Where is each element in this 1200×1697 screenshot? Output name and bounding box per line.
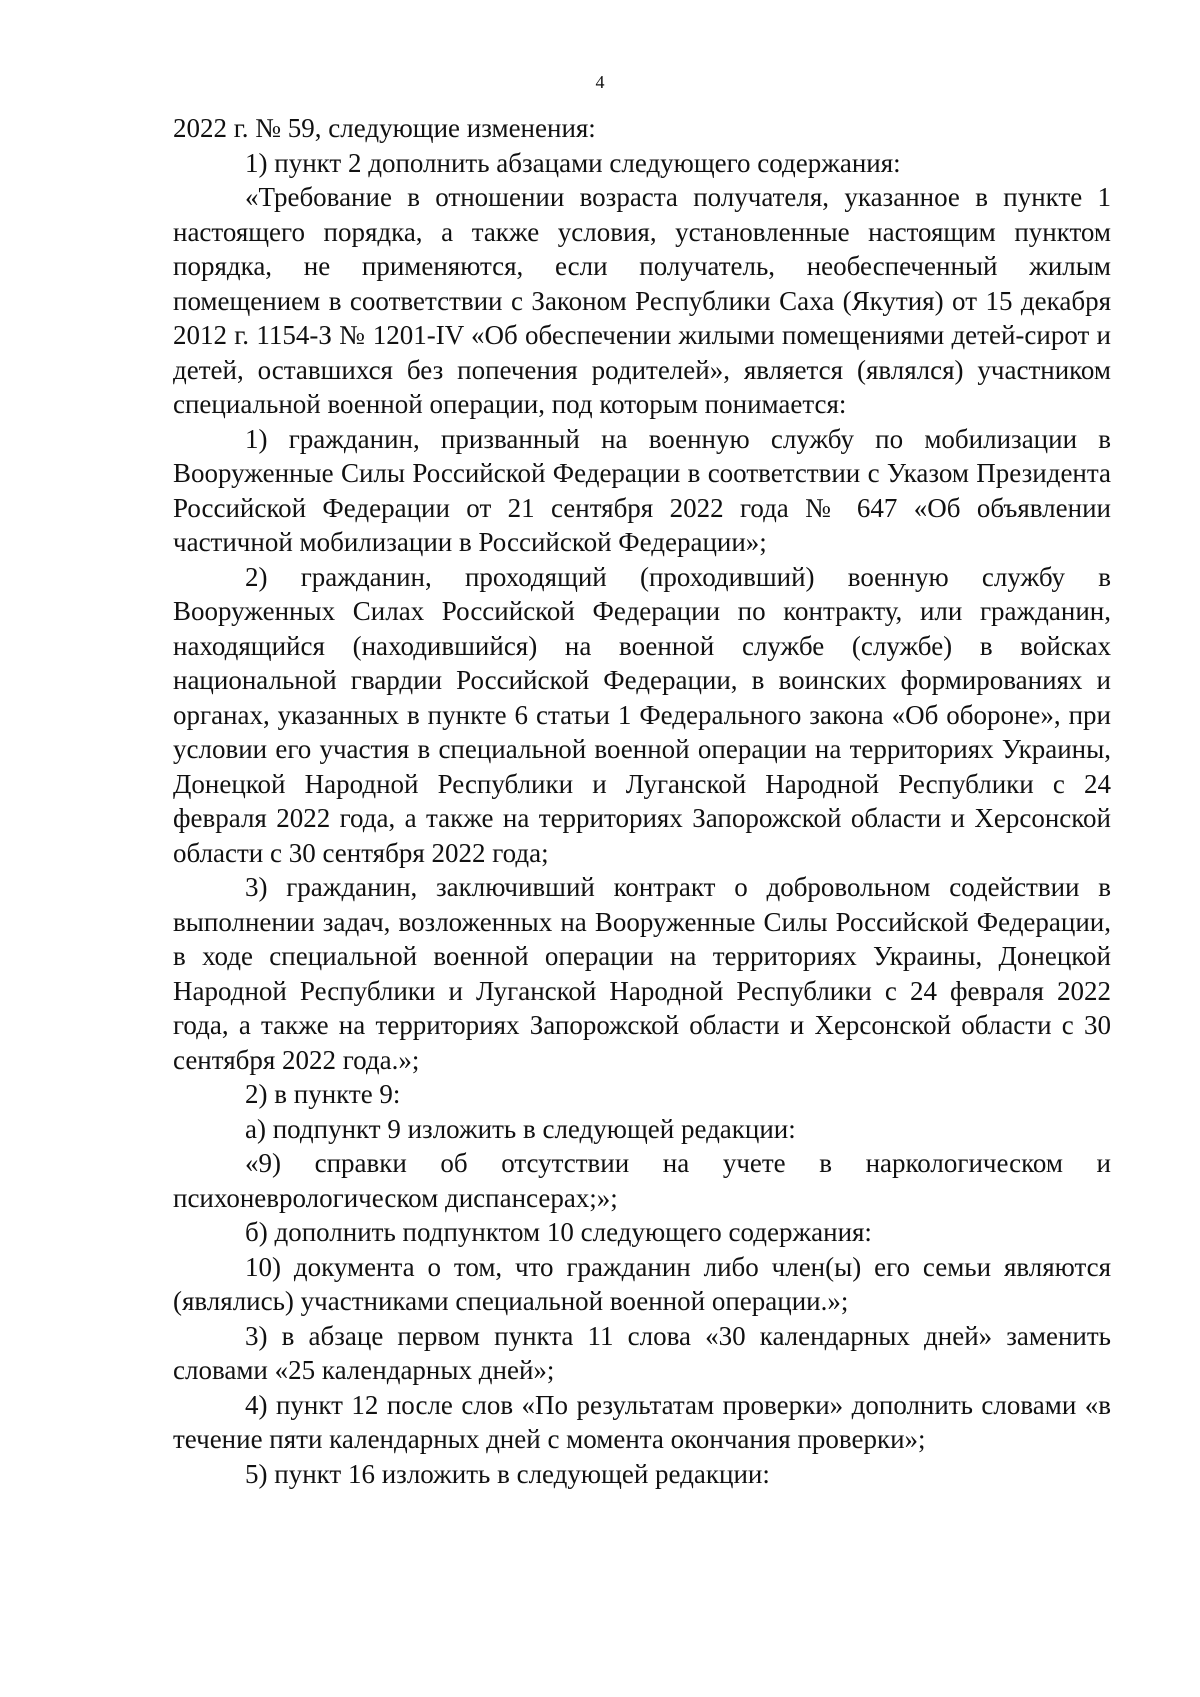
page-number: 4 <box>595 72 605 92</box>
paragraph: 10) документа о том, что гражданин либо член(ы) его семьи являются (являлись) участниками специальной военной операции.»; <box>173 1251 1111 1316</box>
paragraph: 3) в абзаце первом пункта 11 слова «30 календарных дней» заменить словами «25 календарных дней»; <box>173 1320 1111 1385</box>
paragraph: 3) гражданин, заключивший контракт о добровольном содействии в выполнении задач, возложенных на Вооруженные Силы Российской Федерации, в ходе специальной военной операции на территориях Украины, Донецкой Народной Республики и Луганской Народной Республики с 24 февраля 2022 года, а также на территориях Запорожской области и Херсонской области с 30 сентября 2022 года.»; <box>173 872 1111 1075</box>
document-body <box>173 111 1111 1491</box>
paragraph: 2) в пункте 9: <box>245 1079 401 1109</box>
paragraph: 2022 г. № 59, следующие изменения: <box>173 113 596 143</box>
paragraph: 4) пункт 12 после слов «По результатам проверки» дополнить словами «в течение пяти календарных дней с момента окончания проверки»; <box>173 1389 1111 1454</box>
paragraph: «9) справки об отсутствии на учете в наркологическом и психоневрологическом диспансерах;»; <box>173 1148 1111 1213</box>
paragraph: а) подпункт 9 изложить в следующей редакции: <box>245 1113 796 1144</box>
paragraph: 2) гражданин, проходящий (проходивший) военную службу в Вооруженных Силах Российской Федерации по контракту, или гражданин, находящийся (находившийся) на военной службе (службе) в войсках национальной гвардии Российской Федерации, в воинских формированиях и органах, указанных в пункте 6 статьи 1 Федерального закона «Об обороне», при условии его участия в специальной военной операции на территориях Украины, Донецкой Народной Республики и Луганской Народной Республики с 24 февраля 2022 года, а также на территориях Запорожской области и Херсонской области с 30 сентября 2022 года; <box>173 561 1111 868</box>
paragraph: б) дополнить подпунктом 10 следующего содержания: <box>245 1217 872 1247</box>
paragraph: «Требование в отношении возраста получателя, указанное в пункте 1 настоящего порядка, а также условия, установленные настоящим пунктом порядка, не применяются, если получатель, необеспеченный жилым помещением в соответствии с Законом Республики Саха (Якутия) от 15 декабря 2012 г. 1154-З № 1201-IV «Об обеспечении жилыми помещениями детей-сирот и детей, оставшихся без попечения родителей», является (являлся) участником специальной военной операции, под которым понимается: <box>173 182 1111 419</box>
paragraph: 1) пункт 2 дополнить абзацами следующего содержания: <box>245 147 901 178</box>
paragraph: 1) гражданин, призванный на военную службу по мобилизации в Вооруженные Силы Российской Федерации в соответствии с Указом Президента Российской Федерации от 21 сентября 2022 года № 647 «Об объявлении частичной мобилизации в Российской Федерации»; <box>173 423 1111 557</box>
paragraph: 5) пункт 16 изложить в следующей редакции: <box>245 1458 770 1489</box>
